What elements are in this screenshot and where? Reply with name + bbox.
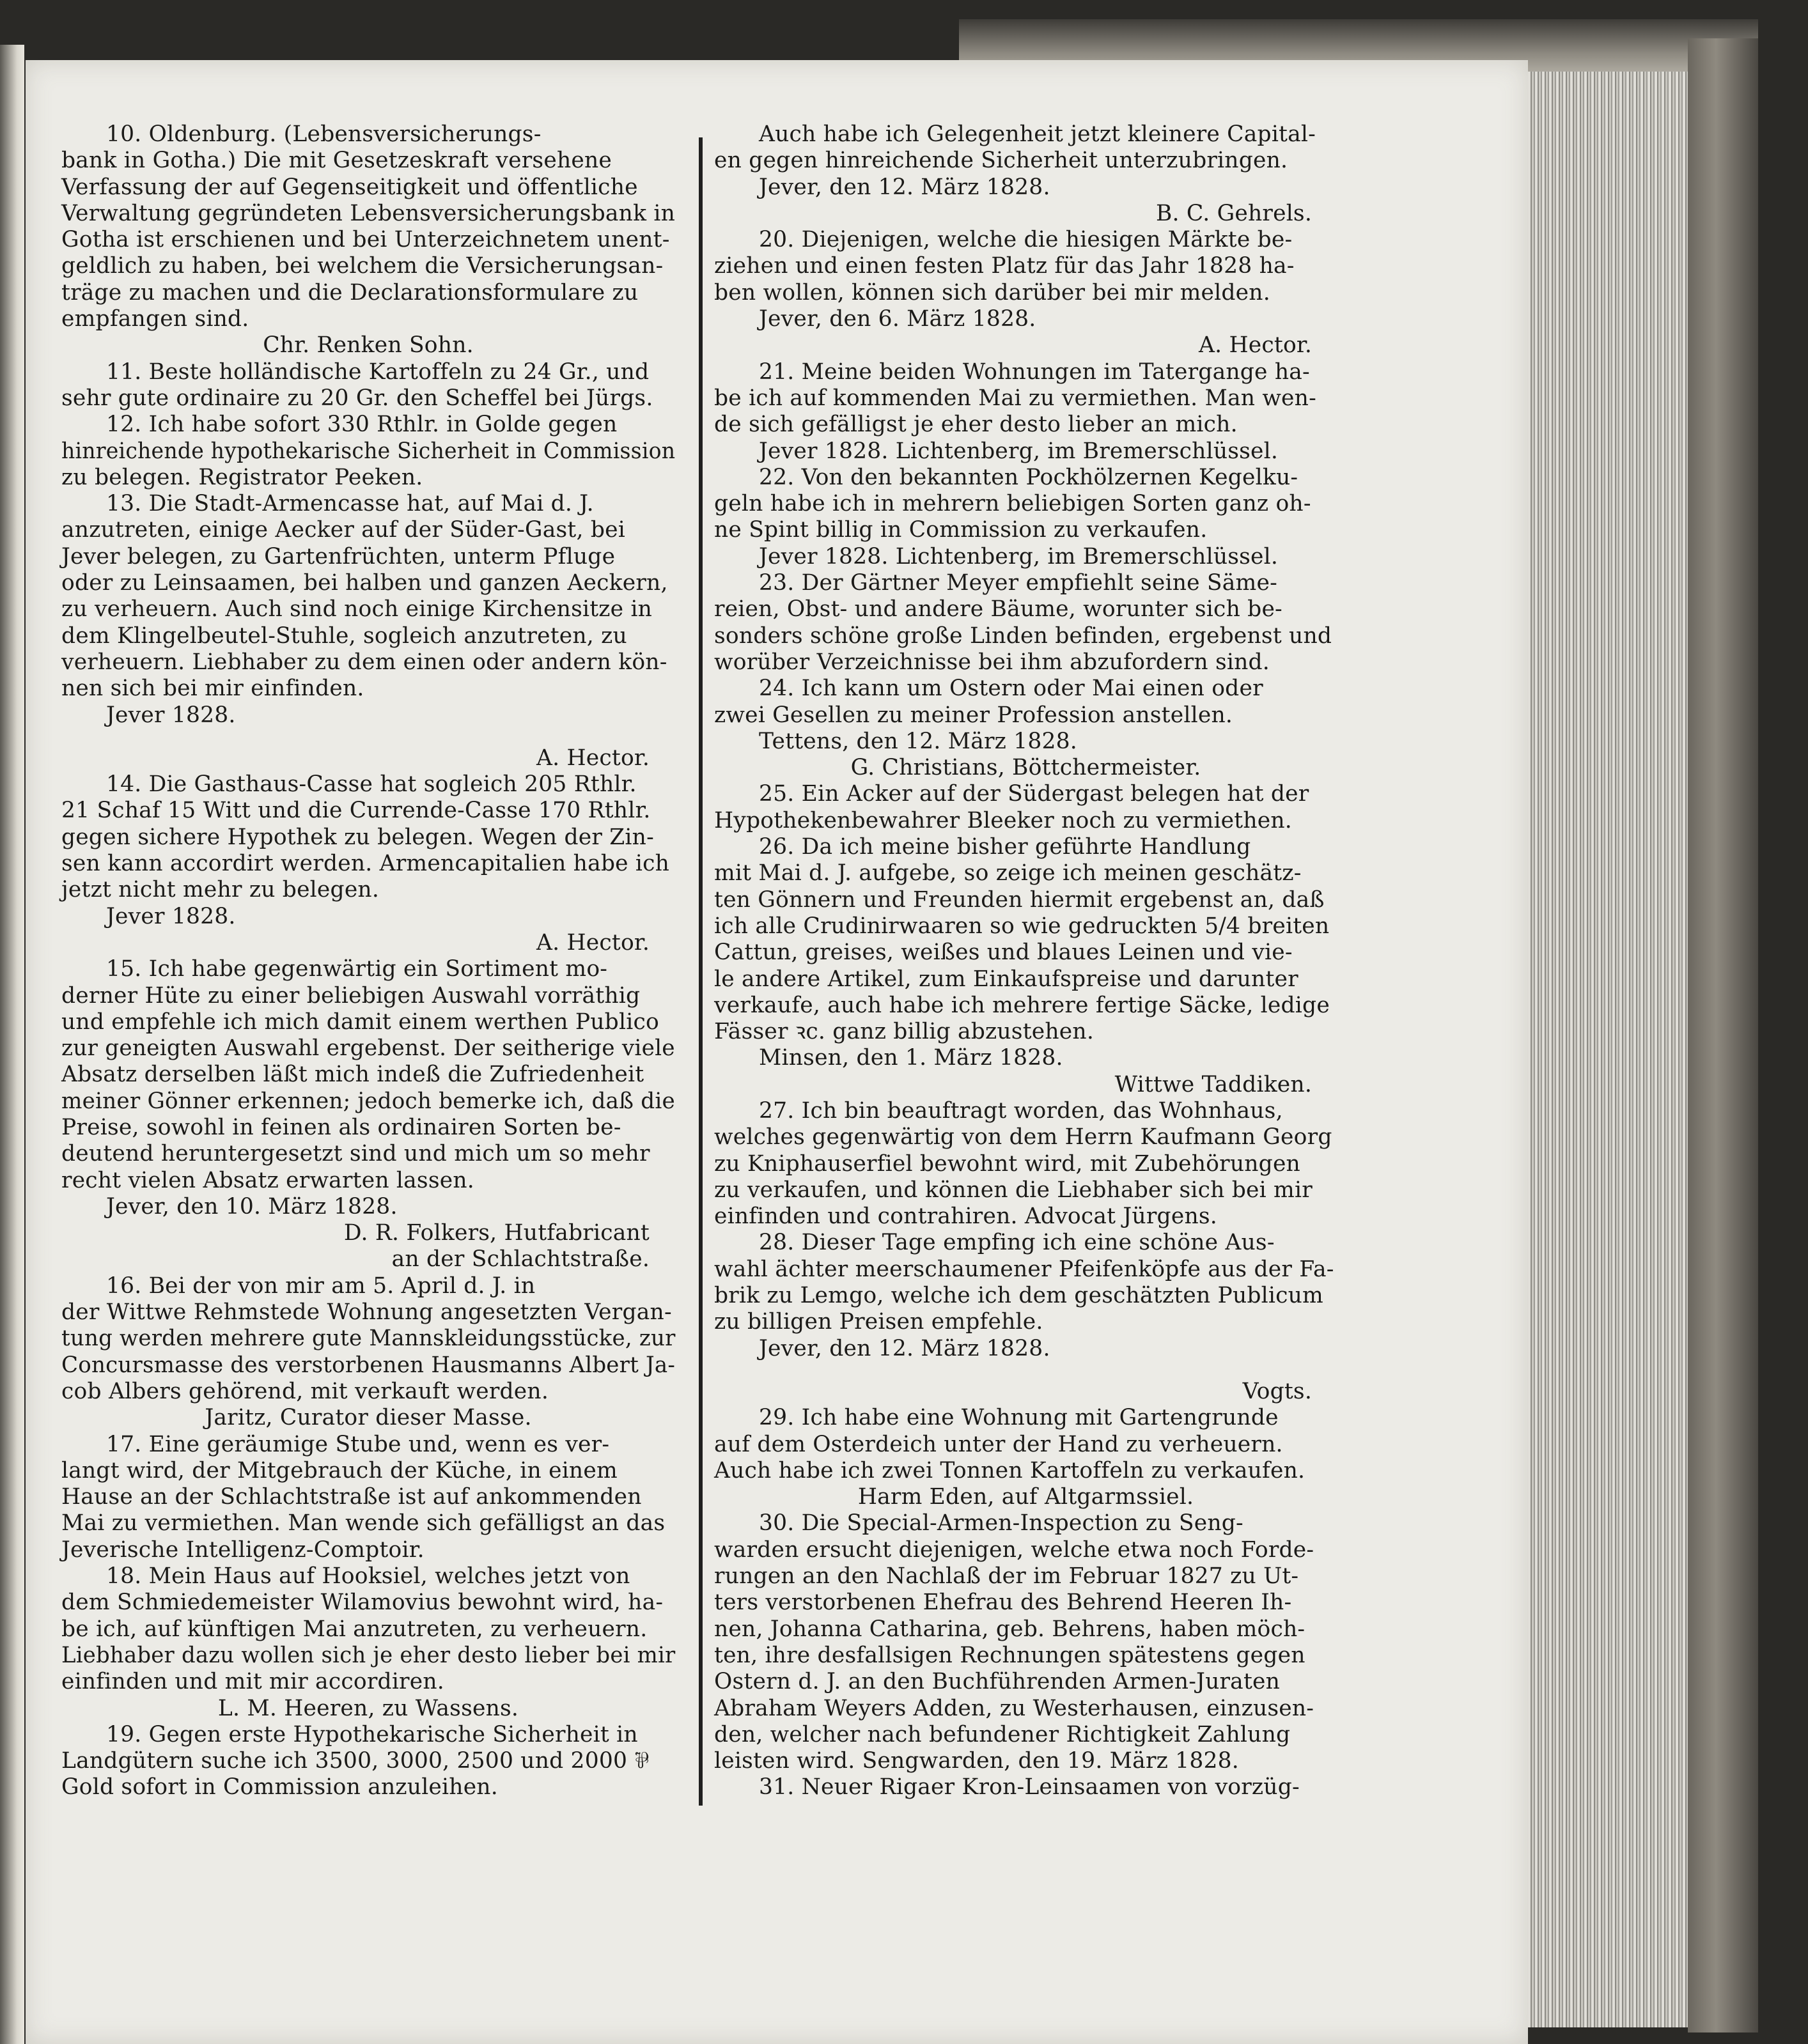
text-line: auf dem Osterdeich unter der Hand zu verheuern. [714, 1431, 1283, 1457]
text-line: wahl ächter meerschaumener Pfeifenköpfe aus der Fa- [714, 1256, 1334, 1282]
text-line: dem Klingelbeutel-Stuhle, sogleich anzutreten, zu [61, 623, 627, 649]
text-line: en gegen hinreichende Sicherheit unterzubringen. [714, 148, 1288, 174]
text-line: B. C. Gehrels. [1156, 200, 1312, 226]
text-line: Ostern d. J. an den Buchführenden Armen-Juraten [714, 1669, 1281, 1695]
text-line: Hypothekenbewahrer Bleeker noch zu vermiethen. [714, 807, 1292, 833]
text-line: cob Albers gehörend, mit verkauft werden. [61, 1378, 549, 1404]
text-line: Jever belegen, zu Gartenfrüchten, unterm Pfluge [61, 543, 616, 569]
text-line: verkaufe, auch habe ich mehrere fertige Säcke, ledige [714, 992, 1330, 1018]
right-column [714, 121, 1337, 1801]
text-line: Verfassung der auf Gegenseitigkeit und öffentliche [61, 174, 638, 200]
text-line: Hause an der Schlachtstraße ist auf ankommenden [61, 1484, 642, 1510]
text-line: Auch habe ich zwei Tonnen Kartoffeln zu verkaufen. [714, 1457, 1305, 1483]
text-line: geldlich zu haben, bei welchem die Versicherungsan- [61, 253, 664, 279]
text-line: deutend heruntergesetzt sind und mich um so mehr [61, 1141, 650, 1167]
text-line: Jever, den 6. März 1828. [759, 306, 1036, 332]
text-line: verheuern. Liebhaber zu dem einen oder andern kön- [61, 649, 667, 675]
text-line: 27. Ich bin beauftragt worden, das Wohnhaus, [759, 1097, 1283, 1124]
text-line: 12. Ich habe sofort 330 Rthlr. in Golde gegen [106, 412, 618, 438]
text-line: brik zu Lemgo, welche ich dem geschätzten Publicum [714, 1283, 1323, 1309]
text-line: 21. Meine beiden Wohnungen im Tatergange ha- [759, 359, 1310, 385]
text-line: warden ersucht diejenigen, welche etwa noch Forde- [714, 1537, 1314, 1563]
text-line: Wittwe Taddiken. [1114, 1071, 1312, 1097]
text-line: gegen sichere Hypothek zu belegen. Wegen der Zin- [61, 824, 654, 850]
text-line: langt wird, der Mitgebrauch der Küche, in einem [61, 1457, 618, 1483]
text-line: Fässer ꝛc. ganz billig abzustehen. [714, 1019, 1095, 1045]
text-line: Auch habe ich Gelegenheit jetzt kleinere Capital- [759, 121, 1316, 147]
text-line: geln habe ich in mehrern beliebigen Sorten ganz oh- [714, 491, 1311, 517]
text-line: worüber Verzeichnisse bei ihm abzufordern sind. [714, 649, 1270, 675]
text-line: zur geneigten Auswahl ergebenst. Der seitherige viele [61, 1035, 675, 1062]
text-line: ziehen und einen festen Platz für das Jahr 1828 ha- [714, 253, 1295, 279]
text-line: 20. Diejenigen, welche die hiesigen Märkte be- [759, 227, 1293, 253]
text-line: hinreichende hypothekarische Sicherheit in Commission [61, 438, 676, 464]
text-line: Verwaltung gegründeten Lebensversicherungsbank in [61, 200, 675, 226]
text-line: einfinden und contrahiren. Advocat Jürgens. [714, 1204, 1217, 1230]
text-line: Absatz derselben läßt mich indeß die Zufriedenheit [61, 1062, 644, 1088]
text-line: Landgütern suche ich 3500, 3000, 2500 und 2000 ⅌ [61, 1748, 650, 1774]
text-line: rungen an den Nachlaß der im Februar 1827 zu Ut- [714, 1563, 1299, 1590]
text-line: der Wittwe Rehmstede Wohnung angesetzten Vergan- [61, 1299, 672, 1326]
text-line: 13. Die Stadt-Armencasse hat, auf Mai d. J. [106, 491, 594, 517]
text-line: Jever 1828. Lichtenberg, im Bremerschlüssel. [759, 438, 1279, 464]
text-line: leisten wird. Sengwarden, den 19. März 1828. [714, 1748, 1239, 1774]
text-line: zu verkaufen, und können die Liebhaber sich bei mir [714, 1177, 1313, 1203]
text-line: G. Christians, Böttchermeister. [850, 755, 1201, 781]
text-line: A. Hector. [536, 745, 650, 771]
text-line: Chr. Renken Sohn. [263, 332, 474, 359]
left-column [61, 121, 675, 1801]
text-line: zwei Gesellen zu meiner Profession anstellen. [714, 702, 1233, 728]
text-line: sehr gute ordinaire zu 20 Gr. den Scheffel bei Jürgs. [61, 385, 653, 411]
text-line: 18. Mein Haus auf Hooksiel, welches jetzt von [106, 1563, 630, 1590]
text-line: 25. Ein Acker auf der Südergast belegen hat der [759, 781, 1309, 807]
text-line: Cattun, greises, weißes und blaues Leinen und vie- [714, 940, 1293, 966]
text-line: 17. Eine geräumige Stube und, wenn es ver- [106, 1431, 610, 1457]
text-line: Gold sofort in Commission anzuleihen. [61, 1774, 498, 1800]
text-line: Jever, den 12. März 1828. [759, 174, 1050, 200]
text-line: zu verheuern. Auch sind noch einige Kirchensitze in [61, 596, 653, 623]
text-line: Liebhaber dazu wollen sich je eher desto lieber bei mir [61, 1642, 676, 1668]
text-line: L. M. Heeren, zu Wassens. [217, 1695, 519, 1721]
text-line: ben wollen, können sich darüber bei mir melden. [714, 279, 1270, 306]
text-line: ten, ihre desfallsigen Rechnungen spätestens gegen [714, 1642, 1305, 1668]
text-line [61, 729, 675, 745]
text-line: meiner Gönner erkennen; jedoch bemerke ich, daß die [61, 1088, 675, 1114]
text-line: ters verstorbenen Ehefrau des Behrend Heeren Ih- [714, 1590, 1292, 1616]
text-line: reien, Obst- und andere Bäume, worunter sich be- [714, 596, 1282, 623]
text-line: le andere Artikel, zum Einkaufspreise und darunter [714, 966, 1298, 992]
text-line: oder zu Leinsaamen, bei halben und ganzen Aeckern, [61, 570, 668, 596]
text-line: 21 Schaf 15 Witt und die Currende-Casse 170 Rthlr. [61, 798, 651, 824]
text-line: Jaritz, Curator dieser Masse. [205, 1405, 532, 1431]
column-divider [699, 137, 703, 1806]
text-line: Jever, den 12. März 1828. [759, 1335, 1050, 1361]
text-line: nen, Johanna Catharina, geb. Behrens, haben möch- [714, 1616, 1305, 1642]
text-line: sen kann accordirt werden. Armencapitalien habe ich [61, 851, 670, 877]
text-line: einfinden und mit mir accordiren. [61, 1669, 444, 1695]
text-line: ich alle Crudinirwaaren so wie gedruckten 5/4 breiten [714, 913, 1330, 939]
book-cover-edge [1688, 38, 1758, 2032]
text-line: Gotha ist erschienen und bei Unterzeichnetem unent- [61, 227, 670, 253]
text-line: sonders schöne große Linden befinden, ergebenst und [714, 623, 1332, 649]
text-line: Tettens, den 12. März 1828. [759, 728, 1077, 754]
text-line: Jever, den 10. März 1828. [106, 1193, 398, 1219]
text-line: bank in Gotha.) Die mit Gesetzeskraft versehene [61, 148, 612, 174]
text-line: A. Hector. [1199, 332, 1312, 359]
text-line: und empfehle ich mich damit einem werthen Publico [61, 1009, 659, 1035]
text-line: Jeverische Intelligenz-Comptoir. [61, 1537, 425, 1563]
text-line: de sich gefälligst je eher desto lieber an mich. [714, 412, 1238, 438]
text-line: den, welcher nach befundener Richtigkeit Zahlung [714, 1721, 1291, 1747]
text-line: 28. Dieser Tage empfing ich eine schöne Aus- [759, 1230, 1275, 1256]
text-line: recht vielen Absatz erwarten lassen. [61, 1167, 474, 1193]
text-line: Vogts. [1242, 1378, 1312, 1404]
text-line: be ich auf kommenden Mai zu vermiethen. Man wen- [714, 385, 1316, 411]
text-line: 26. Da ich meine bisher geführte Handlung [759, 834, 1251, 860]
text-line: mit Mai d. J. aufgebe, so zeige ich meinen geschätz- [714, 860, 1302, 887]
text-line: zu Kniphauserfiel bewohnt wird, mit Zubehörungen [714, 1150, 1300, 1177]
text-line: 16. Bei der von mir am 5. April d. J. in [106, 1273, 536, 1299]
text-line: A. Hector. [536, 929, 650, 956]
text-line: welches gegenwärtig von dem Herrn Kaufmann Georg [714, 1124, 1332, 1150]
text-line: Harm Eden, auf Altgarmssiel. [857, 1484, 1194, 1510]
text-line: nen sich bei mir einfinden. [61, 676, 364, 702]
text-line: Concursmasse des verstorbenen Hausmanns Albert Ja- [61, 1352, 676, 1378]
text-line [714, 1362, 1337, 1379]
text-line: D. R. Folkers, Hutfabricant [343, 1220, 650, 1246]
text-line: an der Schlachtstraße. [391, 1246, 650, 1273]
text-line: 14. Die Gasthaus-Casse hat sogleich 205 Rthlr. [106, 771, 637, 798]
text-line: jetzt nicht mehr zu belegen. [61, 877, 380, 903]
text-line: 30. Die Special-Armen-Inspection zu Seng- [759, 1510, 1243, 1537]
text-line: 10. Oldenburg. (Lebensversicherungs- [106, 121, 542, 147]
text-line: ten Gönnern und Freunden hiermit ergebenst an, daß [714, 887, 1325, 913]
facing-page-edge [0, 45, 24, 2044]
text-line: derner Hüte zu einer beliebigen Auswahl vorräthig [61, 982, 641, 1009]
text-line: Minsen, den 1. März 1828. [759, 1045, 1063, 1071]
text-line: Preise, sowohl in feinen als ordinairen Sorten be- [61, 1114, 621, 1140]
text-line: zu belegen. Registrator Peeken. [61, 464, 423, 490]
text-line: 11. Beste holländische Kartoffeln zu 24 Gr., und [106, 359, 650, 385]
text-line: be ich, auf künftigen Mai anzutreten, zu verheuern. [61, 1616, 648, 1642]
text-line: Jever 1828. [106, 702, 236, 728]
page-stack-edges [1525, 72, 1688, 2027]
text-line: empfangen sind. [61, 306, 249, 332]
text-line: Jever 1828. Lichtenberg, im Bremerschlüssel. [759, 543, 1279, 569]
text-line: 22. Von den bekannten Pockhölzernen Kegelku- [759, 464, 1298, 490]
text-line: 24. Ich kann um Ostern oder Mai einen oder [759, 676, 1263, 702]
text-line: tung werden mehrere gute Mannskleidungsstücke, zur [61, 1326, 676, 1352]
text-line: 31. Neuer Rigaer Kron-Leinsaamen von vorzüg- [759, 1774, 1300, 1800]
text-line: ne Spint billig in Commission zu verkaufen. [714, 517, 1208, 543]
text-line: anzutreten, einige Aecker auf der Süder-Gast, bei [61, 517, 625, 543]
text-line: Jever 1828. [106, 903, 236, 929]
text-line: träge zu machen und die Declarationsformulare zu [61, 279, 639, 306]
text-line: zu billigen Preisen empfehle. [714, 1309, 1043, 1335]
text-line: Mai zu vermiethen. Man wende sich gefälligst an das [61, 1510, 666, 1537]
text-line: 23. Der Gärtner Meyer empfiehlt seine Säme- [759, 570, 1277, 596]
text-line: 19. Gegen erste Hypothekarische Sicherheit in [106, 1721, 638, 1747]
text-line: 15. Ich habe gegenwärtig ein Sortiment mo- [106, 956, 608, 982]
text-line: Abraham Weyers Adden, zu Westerhausen, einzusen- [714, 1695, 1314, 1721]
text-line: dem Schmiedemeister Wilamovius bewohnt wird, ha- [61, 1590, 664, 1616]
text-line: 29. Ich habe eine Wohnung mit Gartengrunde [759, 1405, 1279, 1431]
